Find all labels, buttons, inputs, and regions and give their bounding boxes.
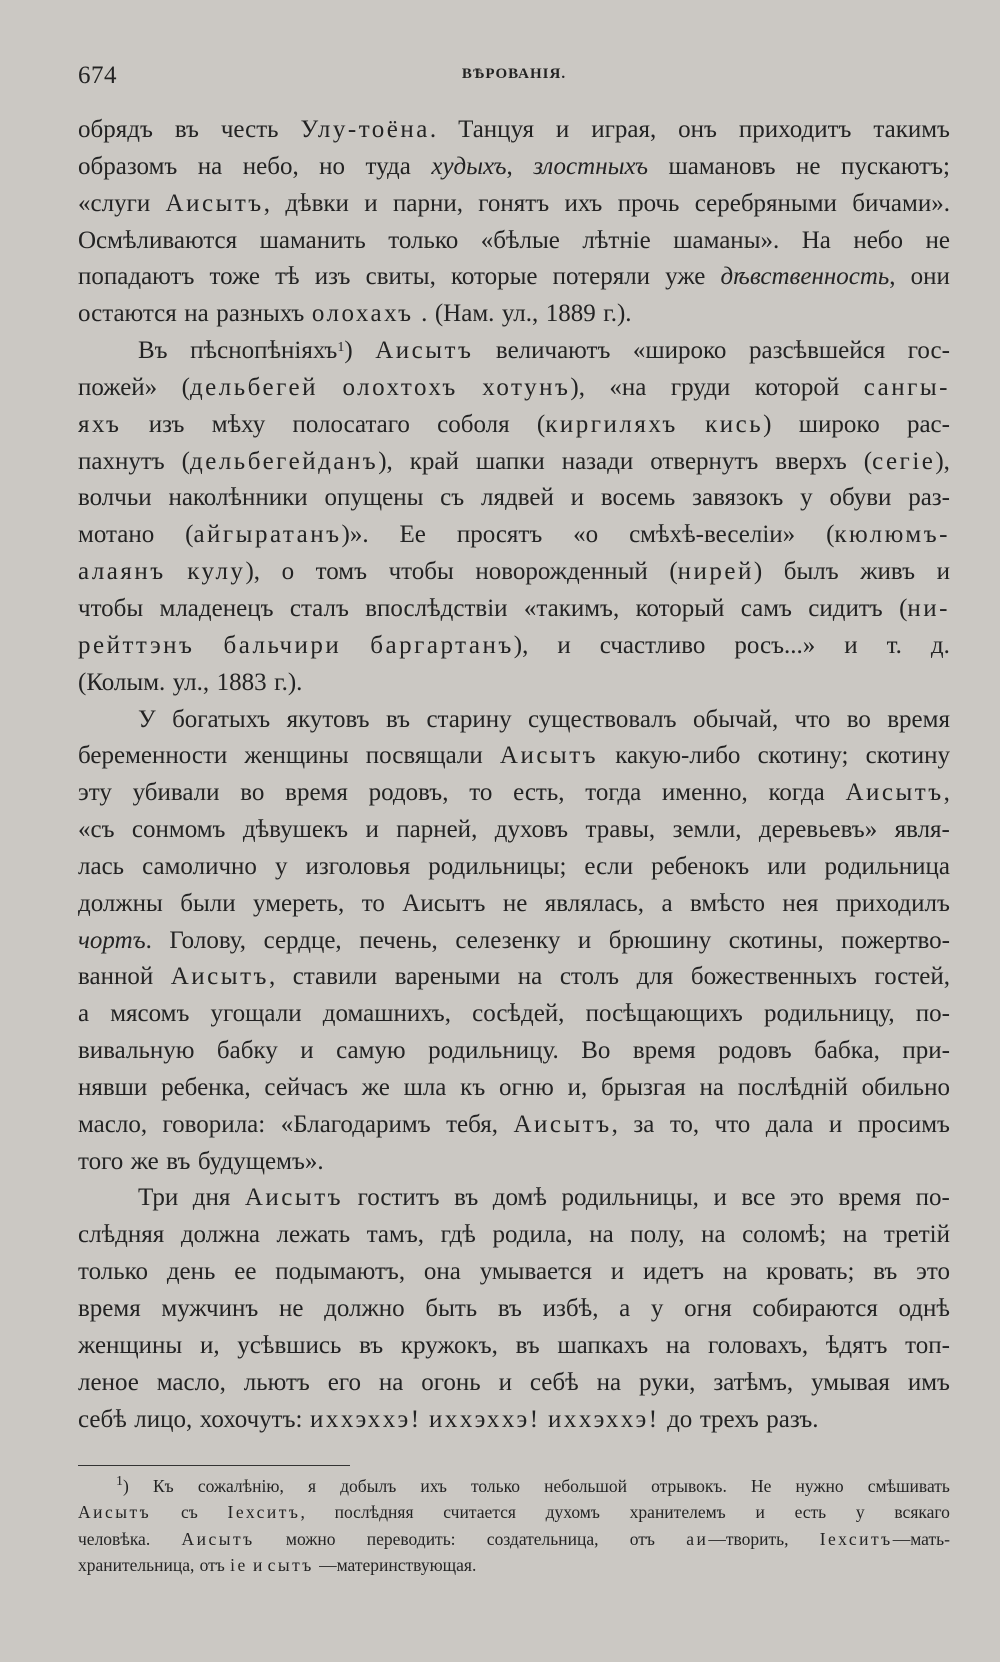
text-line: пахнутъ (дельбегейданъ), край шапки назади отвернутъ вверхъ (сегіе), (78, 447, 950, 475)
page-number: 674 (78, 62, 117, 89)
footnote-line: человѣка. Аисытъ можно переводить: создательница, отъ аи—творить, Іехситъ—мать- (78, 1528, 950, 1549)
text-line: мотано (айгыратанъ)». Ее просятъ «о смѣхѣ-веселіи» (кюлюмъ- (78, 521, 950, 549)
text-line: (Колым. ул., 1883 г.). (78, 668, 303, 696)
text-line: ванной Аисытъ, ставили вареными на столъ для божественныхъ гостей, (78, 963, 950, 991)
text-line: рейттэнъ бальчири баргартанъ), и счастливо росъ...» и т. д. (78, 631, 950, 659)
text-line: «съ сонмомъ дѣвушекъ и парней, духовъ травы, земли, деревьевъ» явля- (78, 816, 950, 844)
footnote-line: хранительница, отъ іе и сытъ —материнствующая. (78, 1554, 477, 1575)
running-head (78, 62, 950, 94)
text-line: алаянъ кулу), о томъ чтобы новорожденный (нирей) былъ живъ и (78, 558, 950, 586)
text-line: Осмѣливаются шаманить только «бѣлые лѣтніе шаманы». На небо не (78, 226, 950, 254)
text-line: «слуги Аисытъ, дѣвки и парни, гонятъ ихъ прочь серебряными бичами». (78, 189, 950, 217)
text-line: слѣдняя должна лежать тамъ, гдѣ родила, на полу, на соломѣ; на третій (78, 1221, 950, 1249)
text-line: должны были умереть, то Аисытъ не являлась, а вмѣсто нея приходилъ (78, 889, 950, 917)
text-line: масло, говорила: «Благодаримъ тебя, Аисытъ, за то, что дала и просимъ (78, 1110, 950, 1138)
text-line: попадаютъ тоже тѣ изъ свиты, которые потеряли уже дѣвственность, они (78, 263, 950, 291)
text-line: чтобы младенецъ сталъ впослѣдствіи «такимъ, который самъ сидитъ (ни- (78, 594, 950, 622)
footnote-line: Аисытъ съ Іехситъ, послѣдняя считается духомъ хранителемъ и есть у всякаго (78, 1502, 950, 1523)
text-line: а мясомъ угощали домашнихъ, сосѣдей, посѣщающихъ родильницу, по- (78, 1000, 950, 1028)
text-line: только день ее подымаютъ, она умывается и идетъ на кровать; въ это (78, 1258, 950, 1286)
text-line: нявши ребенка, сейчасъ же шла къ огню и, брызгая на послѣдній обильно (78, 1073, 950, 1101)
running-title: ВѢРОВАНІЯ. (461, 66, 567, 82)
text-line: время мужчинъ не должно быть въ избѣ, а у огня собираются однѣ (78, 1295, 950, 1322)
text-line: того же въ будущемъ». (78, 1147, 324, 1175)
text-line: образомъ на небо, но туда худыхъ, злостныхъ шамановъ не пускаютъ; (78, 152, 950, 180)
footnote-line: $^1$) Къ сожалѣнію, я добылъ ихъ только небольшой отрывокъ. Не нужно смѣшивать (116, 1474, 950, 1496)
footnotes (78, 1473, 950, 1578)
text-line: пожей» (дельбегей олохтохъ хотунъ), «на груди которой сангы- (78, 373, 950, 401)
text-line: обрядъ въ честь Улу-тоёна. Танцуя и играя, онъ приходитъ такимъ (78, 116, 950, 143)
text-line: У богатыхъ якутовъ въ старину существовалъ обычай, что во время (138, 705, 950, 733)
footnote-rule (78, 1465, 350, 1466)
text-line: женщины и, усѣвшись въ кружокъ, въ шапкахъ на головахъ, ѣдятъ топ- (78, 1331, 950, 1359)
text-line: чортъ. Голову, сердце, печень, селезенку и брюшину скотины, пожертво- (78, 926, 950, 954)
text-line: Три дня Аисытъ гоститъ въ домѣ родильницы, и все это время по- (138, 1184, 950, 1212)
text-line: эту убивали во время родовъ, то есть, тогда именно, когда Аисытъ, (78, 779, 950, 807)
text-line: лась самолично у изголовья родильницы; если ребенокъ или родильница (78, 852, 950, 880)
text-line: вивальную бабку и самую родильницу. Во время родовъ бабка, при- (78, 1037, 950, 1065)
text-line: леное масло, льютъ его на огонь и себѣ на руки, затѣмъ, умывая имъ (78, 1368, 950, 1396)
text-line: себѣ лицо, хохочутъ: иххэххэ! иххэххэ! иххэххэ! до трехъ разъ. (78, 1405, 819, 1433)
text-line: остаются на разныхъ олохахъ . (Нам. ул., 1889 г.). (78, 300, 632, 328)
main-text (78, 112, 950, 1438)
text-line: Въ пѣснопѣніяхъ$^1$) Аисытъ величаютъ «широко разсѣвшейся гос- (138, 337, 950, 365)
text-line: беременности женщины посвящали Аисытъ какую-либо скотину; скотину (78, 742, 950, 770)
text-line: яхъ изъ мѣху полосатаго соболя (киргиляхъ кись) широко рас- (78, 410, 950, 438)
text-line: волчьи наколѣнники опущены съ лядвей и восемь завязокъ у обуви раз- (78, 484, 950, 512)
